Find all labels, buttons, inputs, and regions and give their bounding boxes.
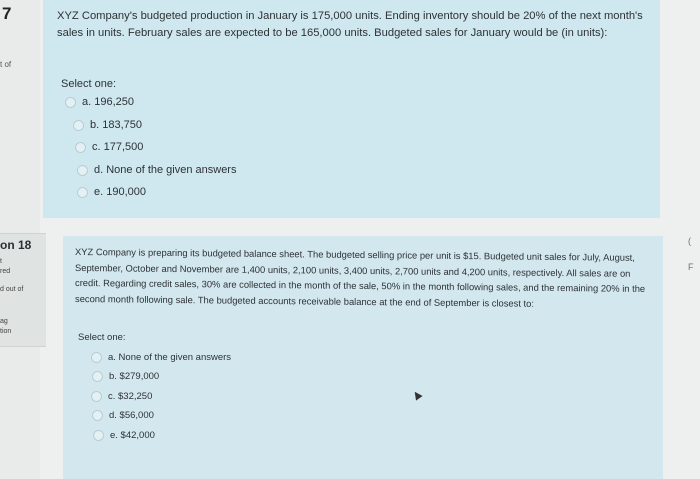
answer-option-c[interactable] — [75, 141, 143, 153]
answer-option-e[interactable] — [93, 430, 155, 441]
answer-option-b[interactable] — [92, 371, 159, 382]
answer-option-label: d. None of the given answers — [94, 164, 237, 176]
radio-button[interactable] — [93, 430, 104, 441]
select-one-label: Select one: — [78, 332, 126, 343]
select-one-label: Select one: — [61, 78, 117, 90]
radio-button[interactable] — [92, 410, 103, 421]
radio-button[interactable] — [92, 371, 103, 382]
answer-option-d[interactable] — [92, 410, 154, 421]
flag-question-label-2[interactable]: tion — [0, 328, 12, 335]
answer-option-a[interactable] — [65, 96, 134, 108]
radio-button[interactable] — [75, 142, 86, 153]
radio-button[interactable] — [91, 352, 102, 363]
question-2-panel — [63, 236, 663, 479]
question-status: red — [0, 268, 11, 275]
answer-option-label: d. $56,000 — [109, 410, 154, 421]
right-edge-fragment: ( — [688, 236, 691, 246]
answer-option-label: e. 190,000 — [94, 186, 146, 198]
question-number: on 18 — [0, 238, 32, 252]
radio-button[interactable] — [91, 391, 102, 402]
radio-button[interactable] — [77, 165, 88, 176]
question-number: 7 — [2, 4, 12, 23]
question-2-text: XYZ Company is preparing its budgeted balance sheet. The budgeted selling price per unit is $15. Budgeted unit sales for July, August, September, October and November are 1,400 units, 2,100 units, 3,400 units, 2,700 units and 4,200 units, respectively. All sales are on credit. Regarding credit sales, 30% are collected in the month of the sale, 50% in the month following sales, and the remaining 20% in the second month following sale. The budgeted accounts receivable balance at the end of September is closest to: — [75, 245, 646, 309]
answer-option-label: a. None of the given answers — [108, 352, 232, 363]
answer-option-label: a. 196,250 — [82, 96, 134, 108]
right-edge-fragment-2: F — [688, 262, 694, 272]
question-1-text: XYZ Company's budgeted production in January is 175,000 units. Ending inventory should be 20% of the next month's sales in units. February sales are expected to be 165,000 units. Budgeted sales for January would be (in units): — [57, 10, 643, 39]
answer-option-label: c. $32,250 — [108, 391, 153, 402]
question-1-panel — [43, 0, 660, 218]
radio-button[interactable] — [65, 97, 76, 108]
answer-option-label: b. $279,000 — [109, 371, 160, 382]
answer-option-label: e. $42,000 — [110, 430, 155, 441]
answer-option-label: c. 177,500 — [92, 141, 144, 153]
answer-option-d[interactable] — [77, 164, 236, 176]
flag-question-label[interactable]: ag — [0, 318, 8, 325]
answer-option-label: b. 183,750 — [90, 119, 142, 131]
answer-option-e[interactable] — [77, 186, 146, 198]
question-info-box — [0, 233, 46, 347]
question-info-text: t — [0, 258, 2, 265]
answer-option-a[interactable] — [91, 352, 231, 363]
radio-button[interactable] — [77, 187, 88, 198]
answer-option-c[interactable] — [91, 391, 152, 402]
question-info-label: t of — [0, 60, 12, 69]
radio-button[interactable] — [73, 120, 84, 131]
question-marks: d out of — [0, 286, 24, 293]
answer-option-b[interactable] — [73, 119, 142, 131]
